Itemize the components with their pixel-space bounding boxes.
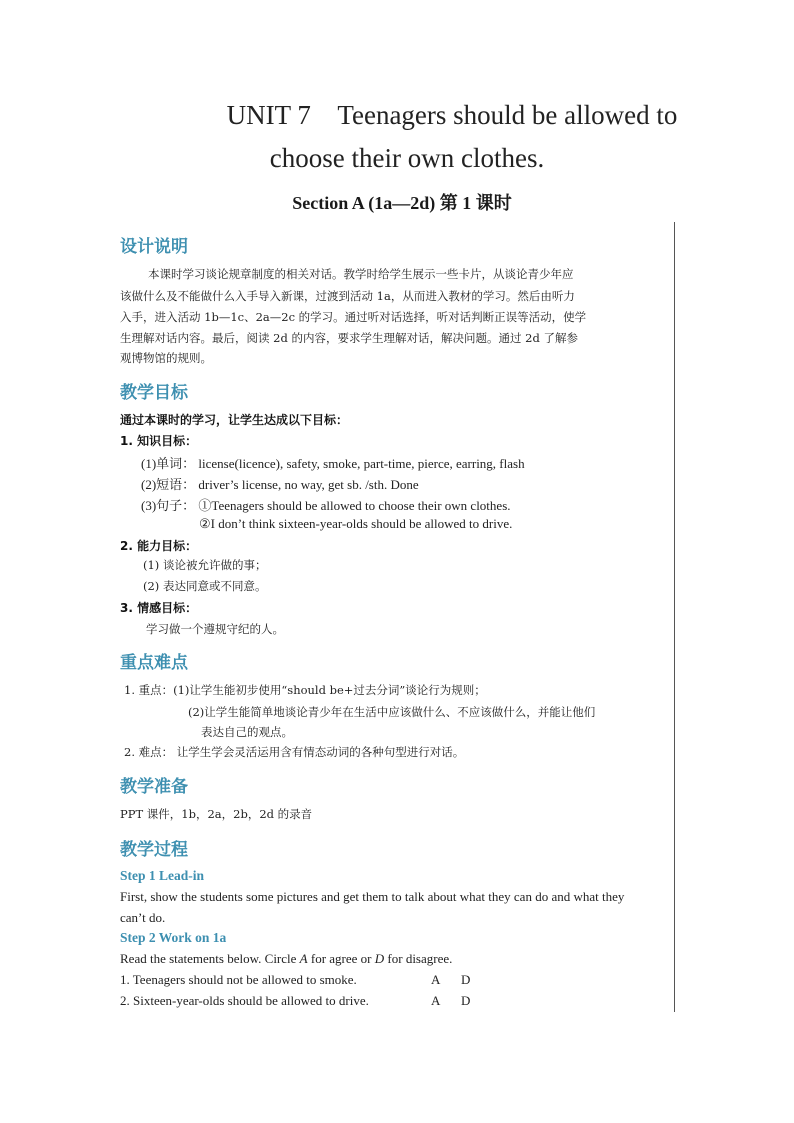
- step2-instr-a: A: [299, 951, 308, 966]
- statement-1-disagree[interactable]: D: [461, 972, 471, 987]
- emotion-1: 学习做一个遵规守纪的人。: [146, 622, 284, 636]
- prep-heading: 教学准备: [120, 777, 188, 797]
- step2-instr-pre: Read the statements below. Circle: [120, 951, 300, 966]
- step2-instruction: [120, 951, 452, 967]
- unit-title-line2: choose their own clothes.: [269, 143, 545, 173]
- statement-1-agree[interactable]: A: [431, 972, 441, 987]
- keypoint-1b: (2)让学生能简单地谈论青少年在生活中应该做什么、不应该做什么，并能让他们: [188, 705, 596, 719]
- process-heading: 教学过程: [120, 840, 188, 860]
- step2-instr-post: for disagree.: [384, 951, 453, 966]
- goals-intro: 通过本课时的学习，让学生达成以下目标：: [120, 413, 349, 427]
- design-line-5: 观博物馆的规则。: [120, 351, 212, 365]
- keypoint-1c: 表达自己的观点。: [201, 725, 293, 739]
- keypoints-heading: 重点难点: [120, 653, 188, 673]
- section-subtitle: Section A (1a—2d) 第 1 课时: [292, 193, 512, 213]
- ability-1: (1) 谈论被允许做的事；: [143, 558, 267, 572]
- ability-2: (2) 表达同意或不同意。: [143, 579, 267, 593]
- emotion-title: 3. 情感目标：: [120, 601, 198, 615]
- step1-line-1: First, show the students some pictures and get them to talk about what they can do and what they: [120, 889, 625, 904]
- statement-2-agree[interactable]: A: [431, 993, 441, 1008]
- keypoint-1: 1. 重点：(1)让学生能初步使用“should be+过去分词”谈论行为规则；: [124, 683, 486, 697]
- ability-title: 2. 能力目标：: [120, 539, 198, 553]
- step1-title: Step 1 Lead-in: [120, 868, 205, 883]
- sentences-line-2: ②I don’t think sixteen-year-olds should be allowed to drive.: [199, 516, 513, 531]
- design-heading: 设计说明: [120, 237, 188, 257]
- statement-1-text: 1. Teenagers should not be allowed to smoke.: [120, 972, 357, 987]
- phrases-line: (2)短语： driver’s license, no way, get sb. /sth. Done: [141, 477, 419, 492]
- design-line-4: 生理解对话内容。最后，阅读 2d 的内容，要求学生理解对话，解决问题。通过 2d 了解参: [120, 331, 578, 345]
- step2-title: Step 2 Work on 1a: [120, 930, 227, 945]
- unit-title-line1: UNIT 7 Teenagers should be allowed to: [226, 100, 678, 130]
- design-line-1: 本课时学习谈论规章制度的相关对话。教学时给学生展示一些卡片，从谈论青少年应: [148, 267, 574, 281]
- step1-line-2: can’t do.: [120, 910, 166, 925]
- margin-rule: [674, 222, 675, 1012]
- sentences-line-1: (3)句子： ①Teenagers should be allowed to choose their own clothes.: [141, 498, 511, 513]
- statement-2-text: 2. Sixteen-year-olds should be allowed to drive.: [120, 993, 369, 1008]
- words-line: (1)单词： license(licence), safety, smoke, part-time, pierce, earring, flash: [141, 456, 525, 471]
- prep-text: PPT 课件，1b，2a，2b，2d 的录音: [120, 807, 313, 821]
- design-line-3: 入手，进入活动 1b—1c、2a—2c 的学习。通过听对话选择，听对话判断正误等活动，使学: [120, 310, 587, 324]
- statement-2-disagree[interactable]: D: [461, 993, 471, 1008]
- step2-instr-mid: for agree or: [307, 951, 375, 966]
- goals-heading: 教学目标: [120, 383, 188, 403]
- keypoint-2: 2. 难点： 让学生学会灵活运用含有情态动词的各种句型进行对话。: [124, 745, 465, 759]
- design-line-2: 该做什么及不能做什么入手导入新课，过渡到活动 1a，从而进入教材的学习。然后由听力: [120, 289, 575, 303]
- knowledge-title: 1. 知识目标：: [120, 434, 198, 448]
- step2-instr-d: D: [374, 951, 385, 966]
